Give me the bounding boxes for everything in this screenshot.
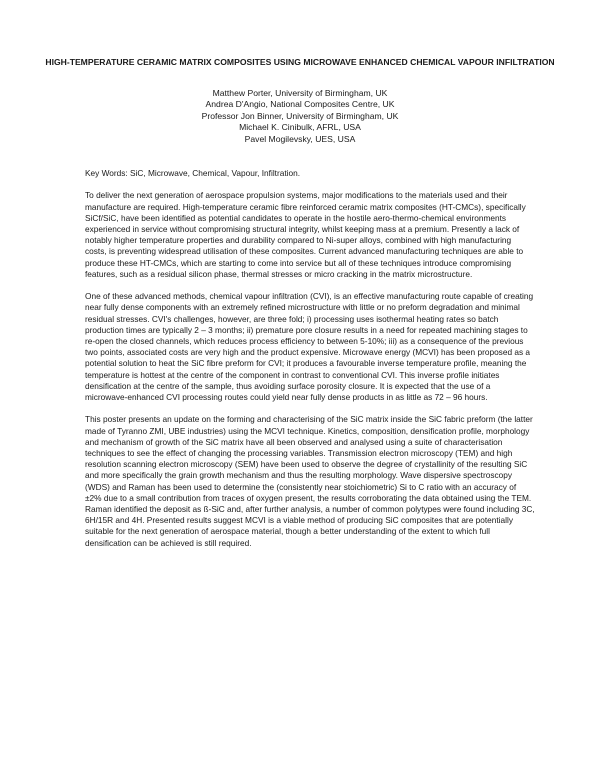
author-list — [100, 88, 500, 145]
author-line: Andrea D'Angio, National Composites Centre, UK — [205, 99, 395, 110]
author-line: Professor Jon Binner, University of Birmingham, UK — [201, 110, 399, 121]
paragraph-results: This poster presents an update on the forming and characterising of the SiC matrix inside the SiC fabric preform (the latter made of Tyranno ZMI, UBE industries) using the MCVI technique. Kinetics, composition, densification profile, morphology and mechanism of growth of the SiC matrix have all been observed and analysed using a suite of characterisation techniques to see the effect of changing the processing variables. Transmission electron microscopy (TEM) and high resolution scanning electron microscopy (SEM) have been used to observe the degree of crystallinity of the resulting SiC and more specifically the grain growth mechanism and thus the resulting morphology. Wave dispersive spectroscopy (WDS) and Raman has been used to determine the (consistently near stoichiometric) Si to C ratio with an accuracy of ±2% due to a small contribution from traces of oxygen present, the results corroborating the data obtained using the TEM. Raman identified the deposit as ß-SiC and, after further analysis, a number of common polytypes were found including 3C, 6H/15R and 4H. Presented results suggest MCVI is a viable method of producing SiC composites that are potentially suitable for the next generation of aerospace material, though a better understanding of the extent to which full densification can be achieved is still required. — [85, 414, 535, 548]
keywords: Key Words: SiC, Microwave, Chemical, Vapour, Infiltration. — [85, 168, 301, 178]
abstract-body — [85, 168, 535, 560]
author-line: Michael K. Cinibulk, AFRL, USA — [239, 122, 361, 133]
paragraph-intro: To deliver the next generation of aerospace propulsion systems, major modifications to the materials used and their manufacture are required. High-temperature ceramic fibre reinforced ceramic matrix composites (HT-CMCs), specifically SiCf/SiC, have been identified as potential candidates to operate in the hostile aero-thermo-chemical environments experienced in service without compromising structural integrity, whilst keeping mass at a premium. Presently a lack of notably higher temperature properties and durability compared to Ni-super alloys, combined with high manufacturing costs, is preventing widespread utilisation of these composites. Current advanced manufacturing techniques are able to produce these HT-CMCs, which are starting to come into service but all of these techniques introduce compromising features, such as a residual silicon phase, thermal stresses or micro cracking in the matrix microstructure. — [85, 190, 526, 279]
author-line: Matthew Porter, University of Birmingham, UK — [212, 88, 388, 98]
author-line: Pavel Mogilevsky, UES, USA — [244, 133, 356, 144]
paper-title: HIGH-TEMPERATURE CERAMIC MATRIX COMPOSITES USING MICROWAVE ENHANCED CHEMICAL VAPOUR INFILTRATION — [45, 57, 555, 67]
paragraph-cvi: One of these advanced methods, chemical vapour infiltration (CVI), is an effective manufacturing route capable of creating near fully dense components with an extremely refined microstructure with little or no preform degradation and minimal residual stresses. CVI's challenges, however, are three fold; i) processing uses isothermal heating rates so batch production times are typically 2 – 3 months; ii) premature pore closure results in a need for repeated machining stages to re-open the closed channels, which reduces process efficiency to between 5-10%; iii) as a consequence of the previous two points, associated costs are very high and the product expensive. Microwave energy (MCVI) has been proposed as a potential solution to heat the SiC fibre preform for CVI; it produces a favourable inverse temperature profile, meaning the temperature is hottest at the centre of the component in contrast to conventional CVI. This inverse profile initiates densification at the centre of the sample, thus avoiding surface porosity closure. It is expected that the use of a microwave-enhanced CVI processing routes could yield near fully dense products in as little as 72 – 96 hours. — [85, 291, 534, 403]
